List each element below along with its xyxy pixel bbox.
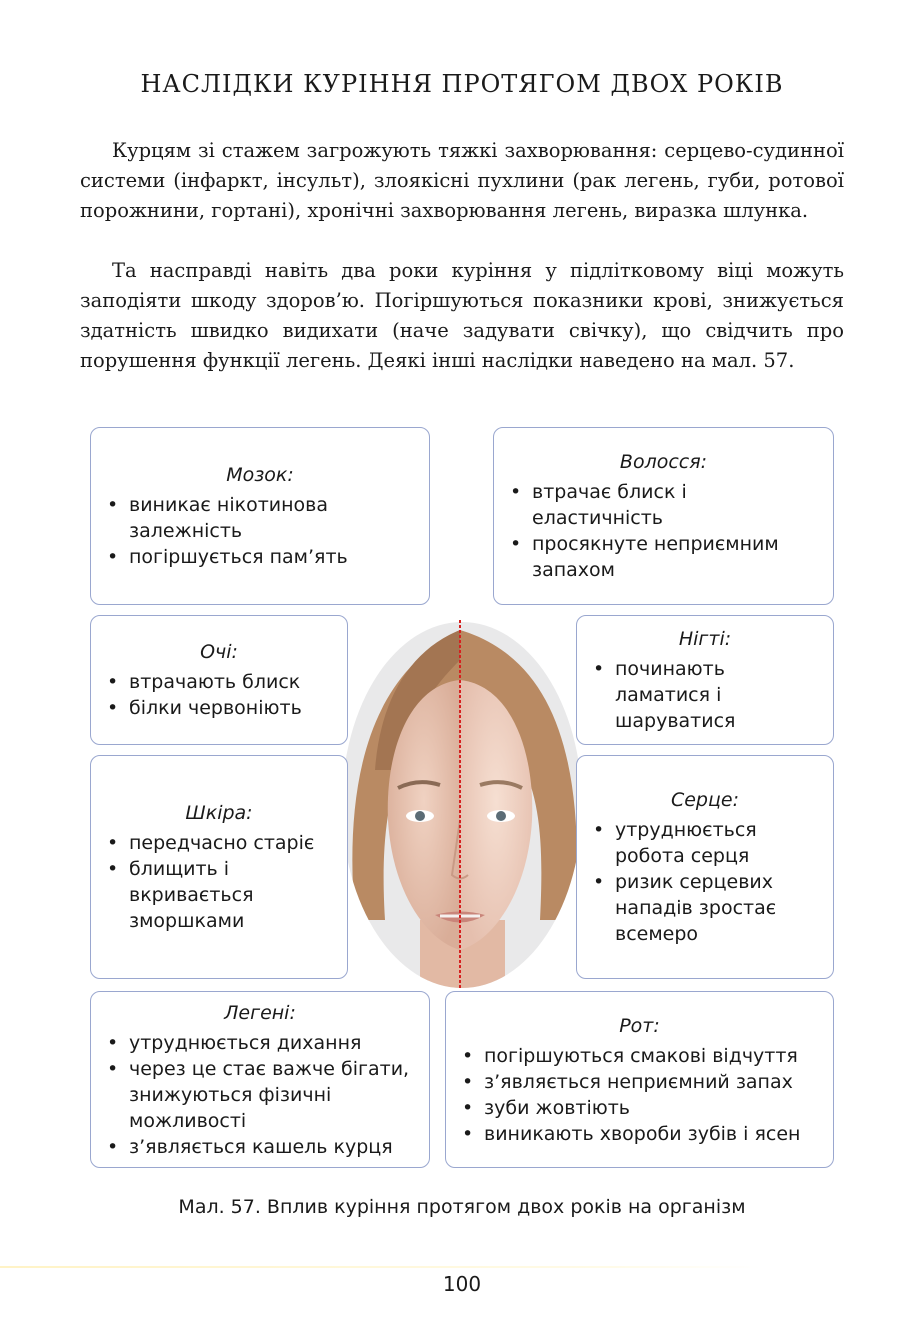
heart-heading: Серце:: [670, 789, 740, 811]
skin-heading: Шкіра:: [185, 802, 253, 824]
hair-box: [493, 427, 834, 605]
brain-list: [105, 492, 415, 570]
hair-heading: Волосся:: [619, 451, 708, 473]
page-number: 100: [442, 1272, 482, 1296]
list-item: • ризик серцевих нападів зростає всемеро: [615, 869, 819, 947]
list-item: • просякнуте неприємним запахом: [532, 531, 819, 583]
heart-list: [591, 817, 819, 947]
list-item: • виникають хвороби зубів і ясен: [484, 1121, 819, 1147]
list-item: • блищить і вкривається зморшками: [129, 856, 333, 934]
brain-heading: Мозок:: [226, 464, 294, 486]
list-item: • погіршуються смакові відчуття: [484, 1043, 819, 1069]
list-item: • утруднюється дихання: [129, 1030, 415, 1056]
lungs-list: [105, 1030, 415, 1160]
list-item: • виникає нікотинова залежність: [129, 492, 415, 544]
list-item: • передчасно старіє: [129, 830, 333, 856]
list-item: • втрачає блиск і еластичність: [532, 479, 819, 531]
list-item: • погіршується пам’ять: [129, 544, 415, 570]
lungs-heading: Легені:: [224, 1001, 296, 1024]
list-item: • з’являється кашель курця: [129, 1134, 415, 1160]
eyes-list: [105, 669, 333, 721]
mouth-heading: Рот:: [619, 1014, 660, 1037]
list-item: • починають ламатися і шаруватися: [615, 656, 819, 734]
mouth-box: [445, 991, 834, 1168]
list-item: • білки червоніють: [129, 695, 333, 721]
heart-box: [576, 755, 834, 979]
skin-list: [105, 830, 333, 934]
footer-divider: [0, 1266, 760, 1268]
nails-box: [576, 615, 834, 745]
skin-box: [90, 755, 348, 979]
lungs-box: [90, 991, 430, 1168]
list-item: • зуби жовтіють: [484, 1095, 819, 1121]
eyes-heading: Очі:: [200, 641, 238, 663]
brain-box: [90, 427, 430, 605]
hair-list: [508, 479, 819, 583]
page-title: НАСЛІДКИ КУРІННЯ ПРОТЯГОМ ДВОХ РОКІВ: [140, 70, 784, 98]
eyes-box: [90, 615, 348, 745]
list-item: • через це стає важче бігати, знижуються фізичні можливості: [129, 1056, 415, 1134]
figure-caption: Мал. 57. Вплив куріння протягом двох років на організм: [178, 1196, 746, 1218]
list-item: • з’являється неприємний запах: [484, 1069, 819, 1095]
mouth-list: [460, 1043, 819, 1147]
paragraph-1: Курцям зі стажем загрожують тяжкі захворювання: серцево-судинної системи (інфаркт, інсульт), злоякісні пухлини (рак легень, губи, ротової порожнини, гортані), хронічні захворювання легень, виразка шлунка.: [80, 139, 844, 222]
paragraph-2: Та насправді навіть два роки куріння у підлітковому віці можуть заподіяти шкоду здоров’ю. Погіршуються показники крові, знижується здатність швидко видихати (наче задувати свічку), що свідчить про порушення функції легень. Деякі інші наслідки наведено на мал. 57.: [80, 259, 844, 372]
nails-list: [591, 656, 819, 734]
list-item: • втрачають блиск: [129, 669, 333, 695]
nails-heading: Нігті:: [678, 628, 732, 650]
face-illustration: [340, 620, 585, 990]
list-item: • утруднюється робота серця: [615, 817, 819, 869]
